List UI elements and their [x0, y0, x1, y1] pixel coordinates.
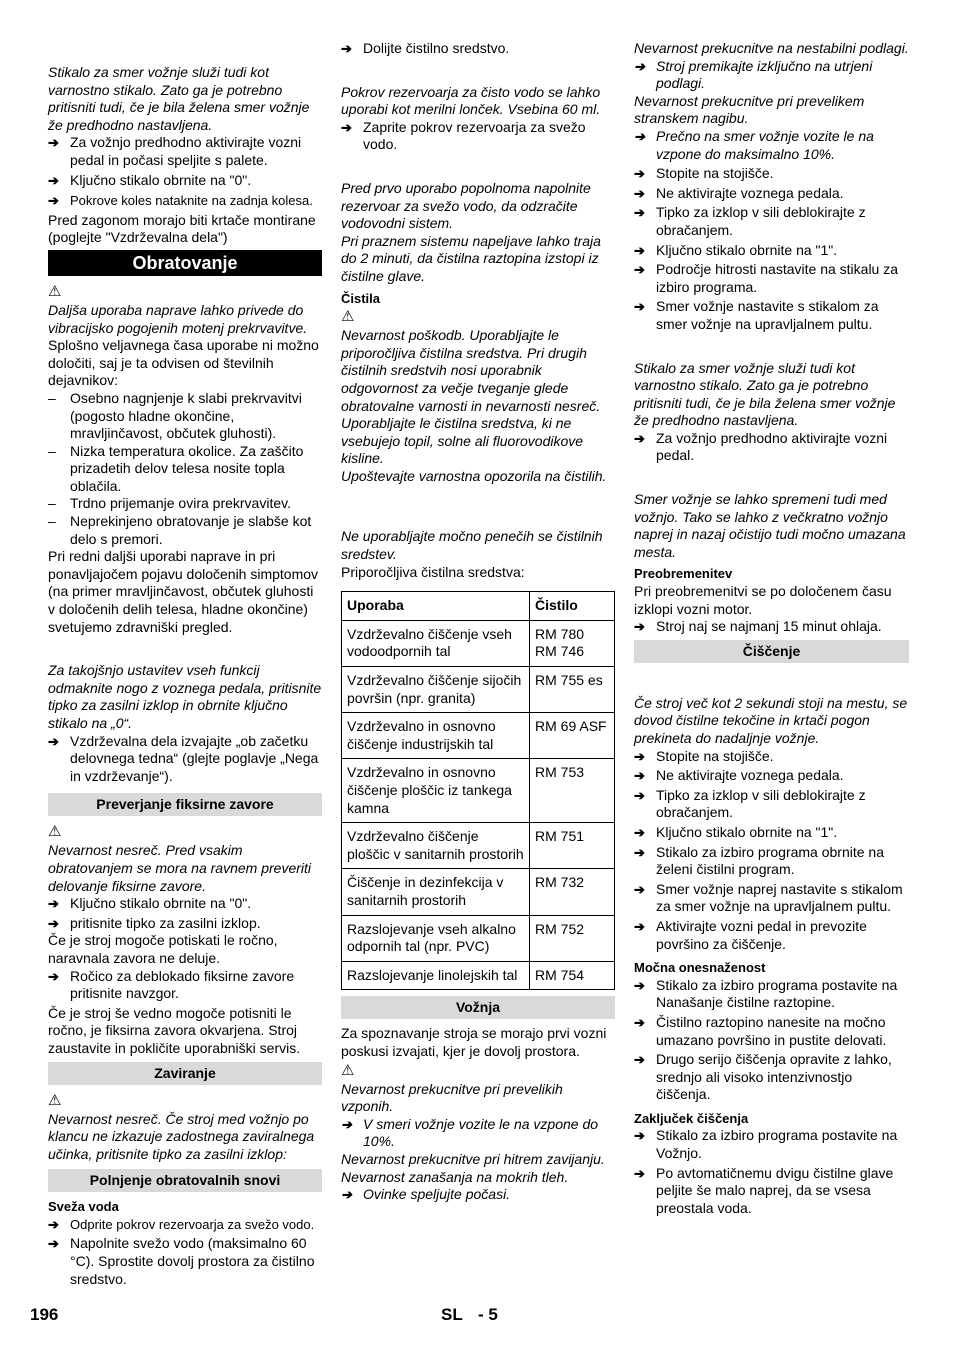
table-cell: Vzdrževalno in osnovno čiščenje ploščic iz tankega kamna	[342, 759, 530, 823]
paragraph: Pred zagonom morajo biti krtače montirane (poglejte "Vzdrževalna dela")	[48, 211, 316, 246]
subheading-preobremenitev: Preobremenitev	[634, 566, 733, 582]
instruction: ➔ Zaprite pokrov rezervoarja za svežo vodo.	[341, 119, 615, 154]
subheading-mocna-onesnazenost: Močna onesnaženost	[634, 960, 766, 976]
instruction: ➔ Ne aktivirajte voznega pedala.	[634, 767, 909, 785]
paragraph: Za takojšnjo ustavitev vseh funkcij odmaknite nogo z voznega pedala, pritisnite tipko za zasilni izklop in obrnite ključno stikalo na „0“.	[48, 662, 322, 731]
paragraph: Smer vožnje se lahko spremeni tudi med vožnjo. Tako se lahko z večkratno vožnjo naprej in nazaj očistijo tudi močno umazana mesta.	[634, 491, 906, 560]
page-number: 196	[30, 1305, 59, 1324]
instruction: ➔ Ključno stikalo obrnite na "0".	[48, 895, 322, 913]
warning-icon: ⚠	[48, 823, 62, 841]
table-cell: RM 69 ASF	[530, 713, 615, 759]
section-heading-fiksirna-zavora: Preverjanje fiksirne zavore	[48, 793, 322, 816]
instruction: ➔ Ključno stikalo obrnite na "1".	[634, 242, 909, 260]
warning-icon: ⚠	[341, 1061, 355, 1079]
section-heading-voznja: Vožnja	[341, 996, 615, 1019]
paragraph: Daljša uporaba naprave lahko privede do vibracijsko pogojenih motenj prekrvavitve.	[48, 301, 308, 336]
list-item: – Nizka temperatura okolice. Za zaščito prizadetih delov telesa nosite topla oblačila.	[48, 443, 322, 496]
table-cell: RM 752	[530, 915, 615, 961]
table-cell: RM 754	[530, 961, 615, 990]
table-cell: Čiščenje in dezinfekcija v sanitarnih prostorih	[342, 869, 530, 915]
table-cell: Vzdrževalno čiščenje ploščic v sanitarnih prostorih	[342, 823, 530, 869]
instruction: ➔ pritisnite tipko za zasilni izklop.	[48, 915, 322, 933]
warning-icon: ⚠	[341, 308, 355, 326]
instruction: ➔ Smer vožnje naprej nastavite s stikalom za smer vožnje na upravljalnem pultu.	[634, 881, 909, 916]
section-page: - 5	[478, 1305, 498, 1324]
paragraph: Pokrov rezervoarja za čisto vodo se lahko uporabi kot merilni lonček. Vsebina 60 ml.	[341, 83, 601, 118]
paragraph: Upoštevajte varnostna opozorila na čistilih.	[341, 467, 607, 484]
table-cell: RM 755 es	[530, 667, 615, 713]
paragraph: Za spoznavanje stroja se morajo prvi vozni poskusi izvajati, kjer je dovolj prostora.	[341, 1025, 607, 1059]
instruction: ➔ Aktivirajte vozni pedal in prevozite površino za čiščenje.	[634, 918, 909, 953]
instruction: ➔ Čistilno raztopino nanesite na močno umazano površino in pustite delovati.	[634, 1014, 909, 1049]
warning-icon: ⚠	[48, 282, 62, 300]
table-header: Uporaba	[342, 592, 530, 621]
section-heading-ciscenje: Čiščenje	[634, 640, 909, 663]
instruction: ➔ Napolnite svežo vodo (maksimalno 60 °C). Sprostite dovolj prostora za čistilno sredstvo.	[48, 1235, 322, 1288]
paragraph: Pri preobremenitvi se po določenem času izklopi vozni motor.	[634, 583, 892, 617]
column-right	[634, 40, 909, 1217]
instruction: ➔ Smer vožnje nastavite s stikalom za smer vožnje na upravljalnem pultu.	[634, 298, 909, 333]
paragraph: Stikalo za smer vožnje služi tudi kot varnostno stikalo. Zato ga je potrebno pritisniti tudi, če je bila želena smer vožnje že predhodno nastavljena.	[634, 359, 896, 429]
instruction: ➔ Odprite pokrov rezervoarja za svežo vodo.	[48, 1216, 322, 1234]
table-row	[342, 620, 615, 666]
column-left	[48, 40, 322, 1288]
table-row	[342, 759, 615, 823]
table-row	[342, 961, 615, 990]
instruction: ➔ Tipko za izklop v sili deblokirajte z obračanjem.	[634, 204, 909, 239]
instruction: ➔ Ključno stikalo obrnite na "0".	[48, 172, 322, 190]
paragraph: Nevarnost prekucnitve pri prevelikem stranskem nagibu.	[634, 92, 865, 127]
paragraph: Pred prvo uporabo popolnoma napolnite rezervoar za svežo vodo, da odzračite vodovodni sistem.	[341, 179, 591, 232]
paragraph: Stikalo za smer vožnje služi tudi kot varnostno stikalo. Zato ga je potrebno pritisniti tudi, če je bila želena smer vožnje že predhodno nastavljena.	[48, 64, 310, 133]
table-cell: Razslojevanje linolejskih tal	[342, 961, 530, 990]
instruction: ➔ Stroj premikajte izključno na utrjeni podlagi.	[634, 58, 909, 93]
instruction: ➔ Tipko za izklop v sili deblokirajte z obračanjem.	[634, 787, 909, 822]
paragraph: Nevarnost nesreč. Če stroj med vožnjo po klancu ne izkazuje zadostnega zaviralnega učinka, pritisnite tipko za zasilni izklop:	[48, 1110, 315, 1162]
paragraph: Ne uporabljajte močno penečih se čistilnih sredstev.	[341, 528, 603, 563]
cleaning-agents-table	[341, 591, 615, 990]
table-cell: RM 780 RM 746	[530, 620, 615, 666]
paragraph: Priporočljiva čistilna sredstva:	[341, 563, 525, 580]
section-heading-polnjenje: Polnjenje obratovalnih snovi	[48, 1169, 322, 1192]
table-cell: Vzdrževalno in osnovno čiščenje industrijskih tal	[342, 713, 530, 759]
section-heading-zaviranje: Zaviranje	[48, 1062, 322, 1085]
instruction: ➔ Po avtomatičnemu dvigu čistilne glave peljite še malo naprej, da se vsesa preostala voda.	[634, 1165, 909, 1218]
paragraph: Pri redni daljši uporabi naprave in pri ponavljajočem pojavu določenih simptomov (na primer mravljinčavost, občutek gluhosti v določenih delih telesa, hladne okončine) svetujemo zdravniški pregled.	[48, 548, 319, 635]
instruction: ➔ Pokrove koles nataknite na zadnja kolesa.	[48, 192, 322, 210]
table-cell: Razslojevanje vseh alkalno odpornih tal (npr. PVC)	[342, 915, 530, 961]
instruction: ➔ V smeri vožnje vozite le na vzpone do 10%.	[341, 1116, 615, 1151]
subheading-sveza-voda: Sveža voda	[48, 1199, 119, 1215]
instruction: ➔ Stopite na stojišče.	[634, 748, 909, 766]
paragraph: Uporabljajte le čistilna sredstva, ki ne vsebujejo topil, solne ali fluorovodikove kisline.	[341, 415, 584, 467]
table-row	[342, 713, 615, 759]
instruction: ➔ Ne aktivirajte voznega pedala.	[634, 185, 909, 203]
warning-icon: ⚠	[48, 1091, 62, 1109]
subheading-zakljucek-ciscenja: Zaključek čiščenja	[634, 1110, 749, 1126]
paragraph: Nevarnost nesreč. Pred vsakim obratovanjem se mora na ravnem preveriti delovanje fiksirne zavore.	[48, 842, 312, 894]
instruction: ➔ Stikalo za izbiro programa obrnite na želeni čistilni program.	[634, 844, 909, 879]
language-code: SL	[441, 1305, 463, 1324]
instruction: ➔ Stikalo za izbiro programa postavite na Vožnjo.	[634, 1127, 909, 1162]
instruction: ➔ Ovinke speljujte počasi.	[341, 1186, 615, 1204]
table-cell: RM 753	[530, 759, 615, 823]
table-row	[342, 915, 615, 961]
instruction: ➔ Dolijte čistilno sredstvo.	[341, 40, 615, 58]
table-cell: Vzdrževalno čiščenje sijočih površin (npr. granita)	[342, 667, 530, 713]
instruction: ➔ Stroj naj se najmanj 15 minut ohlaja.	[634, 618, 909, 636]
paragraph: Nevarnost prekucnitve na nestabilni podlagi.	[634, 40, 909, 56]
table-cell: RM 732	[530, 869, 615, 915]
table-cell: Vzdrževalno čiščenje vseh vodoodpornih tal	[342, 620, 530, 666]
table-row	[342, 823, 615, 869]
instruction: ➔ Za vožnjo predhodno aktivirajte vozni pedal in počasi speljite s palete.	[48, 134, 322, 169]
section-heading-obratovanje: Obratovanje	[48, 250, 322, 276]
instruction: ➔ Stopite na stojišče.	[634, 165, 909, 183]
instruction: ➔ Za vožnjo predhodno aktivirajte vozni pedal.	[634, 430, 909, 465]
paragraph: Če stroj več kot 2 sekundi stoji na mestu, se dovod čistilne tekočine in krtači pogon prekineta do nadaljnje vožnje.	[634, 694, 908, 746]
table-header: Čistilo	[530, 592, 615, 621]
paragraph: Nevarnost prekucnitve pri prevelikih vzponih.	[341, 1080, 563, 1115]
paragraph: Če je stroj še vedno mogoče potisniti le ročno, je fiksirna zavora okvarjena. Stroj zaustavite in pokličite uporabniški servis.	[48, 1004, 301, 1056]
instruction: ➔ Ključno stikalo obrnite na "1".	[634, 824, 909, 842]
paragraph: Nevarnost prekucnitve pri hitrem zavijanju. Nevarnost zanašanja na mokrih tleh.	[341, 1150, 605, 1185]
table-header-row	[342, 592, 615, 621]
paragraph: Če je stroj mogoče potiskati le ročno, naravnala zavora ne deluje.	[48, 932, 278, 966]
list-item: – Osebno nagnjenje k slabi prekrvavitvi (pogosto hladne okončine, mravljinčavost, občutek gluhosti).	[48, 390, 322, 443]
paragraph: Splošno veljavnega časa uporabe ni možno določiti, saj je ta odvisen od številnih dejavnikov:	[48, 337, 319, 389]
instruction: ➔ Vzdrževalna dela izvajajte „ob začetku delovnega tedna“ (glejte poglavje „Nega in vzdrževanje“).	[48, 733, 322, 786]
instruction: ➔ Drugo serijo čiščenja opravite z lahko, srednjo ali visoko intenzivnostjo čiščenja.	[634, 1051, 909, 1104]
subheading-cistila: Čistila	[341, 290, 381, 306]
paragraph: Pri praznem sistemu napeljave lahko traja do 2 minuti, da čistilna raztopina izstopi iz čistilne glave.	[341, 232, 601, 284]
paragraph: Nevarnost poškodb. Uporabljajte le priporočljiva čistilna sredstva. Pri drugih čistilnih sredstvih nosi uporabnik odgovornost za večje tveganje glede obratovalne varnosti in nevarnosti nesreč.	[341, 327, 601, 414]
instruction: ➔ Prečno na smer vožnje vozite le na vzpone do maksimalno 10%.	[634, 128, 909, 163]
table-row	[342, 869, 615, 915]
list-item: – Trdno prijemanje ovira prekrvavitev.	[48, 495, 322, 513]
instruction: ➔ Stikalo za izbiro programa postavite na Nanašanje čistilne raztopine.	[634, 977, 909, 1012]
instruction: ➔ Področje hitrosti nastavite na stikalu za izbiro programa.	[634, 261, 909, 296]
instruction: ➔ Ročico za deblokado fiksirne zavore pritisnite navzgor.	[48, 968, 322, 1003]
table-cell: RM 751	[530, 823, 615, 869]
list-item: – Neprekinjeno obratovanje je slabše kot delo s premori.	[48, 513, 322, 548]
column-middle	[341, 40, 615, 1204]
table-row	[342, 667, 615, 713]
